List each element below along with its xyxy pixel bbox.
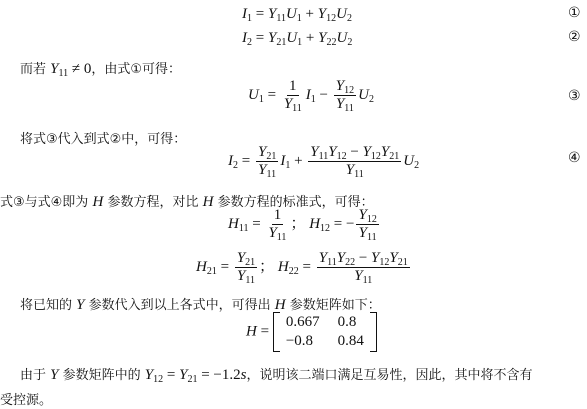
equation-marker-3: ③ [568,88,581,104]
known-b: 参数代入到以上各式中，可得出 [88,298,271,313]
conclusion-line-2: 受控源。 [0,393,53,408]
known-c: 参数矩阵如下： [289,298,381,313]
h-intro-a: 式③与式④即为 [0,195,89,210]
equation-4: $I_2$ = $\frac{Y_{21}}{Y_{11}}$ $I_1$ + $\frac{Y_{11}Y_{12} - Y_{12}Y_{21}}{Y_{11}}$ $U_2$ [228,144,420,181]
equation-marker-4: ④ [568,150,581,166]
equation-2: $I_2 = Y_{21}U_1 + Y_{22}U_2$ [242,30,353,48]
y12-value: = −1.2 [201,367,241,383]
cond-suffix: ，由式①可得： [91,62,182,77]
h-intro-b: 参数方程，对比 [107,195,199,210]
concl-c: ，说明该二端口满足互易性，因此，其中将不含有 [246,368,533,383]
h21-h22-equations: $H_{21}$ = $\frac{Y_{21}}{Y_{11}}$ ； $H_{22}$ = $\frac{Y_{11}Y_{22} - Y_{12}Y_{21}}{Y_{11}}$ [196,250,408,287]
substitution-text: 将式③代入到式②中，可得： [20,132,187,147]
cond-prefix: 而若 [20,62,47,77]
h-matrix-equation: H = 0.667 0.8 −0.8 0.84 [246,312,377,352]
cond-expr: ≠ 0 [71,61,92,77]
matrix-cell: 0.84 [337,333,364,349]
equation-1: $I_1 = Y_{11}U_1 + Y_{12}U_2$ [242,6,352,24]
unit-s: s [240,367,247,383]
concl-a: 由于 [20,368,47,383]
concl-b: 参数矩阵中的 [62,368,141,383]
symbol-h: H [92,194,104,210]
h-matrix [273,312,377,352]
symbol-y: Y [76,297,85,313]
matrix-cell: 0.8 [337,314,357,330]
equation-3: $U_1$ = $\frac{1}{Y_{11}}$ $I_1$ − $\frac{Y_{12}}{Y_{11}}$ $U_2$ [248,78,374,115]
equation-marker-2: ② [568,29,581,45]
symbol-h-2: H [202,194,214,210]
symbol-h-3: H [274,297,286,313]
conclusion-line-1: 由于 Y 参数矩阵中的 $Y_{12} = Y_{21} = -1.2s$，说明该二端口满足互易性，因此，其中将不含有 [20,367,533,385]
known-a: 将已知的 [20,298,73,313]
known-y-text [20,294,381,314]
h-intro-c: 参数方程的标准式，可得： [217,195,374,210]
equation-marker-1: ① [568,5,581,21]
h11-h12-equations: $H_{11}$ = $\frac{1}{Y_{11}}$ ； $H_{12}$ = − $\frac{Y_{12}}{Y_{11}}$ [228,207,377,244]
condition-line: 而若 $Y_{11} \ne 0$，由式①可得： [20,61,182,79]
symbol-y-2: Y [50,367,59,383]
matrix-cell: −0.8 [285,333,314,349]
matrix-cell: 0.667 [285,314,320,330]
